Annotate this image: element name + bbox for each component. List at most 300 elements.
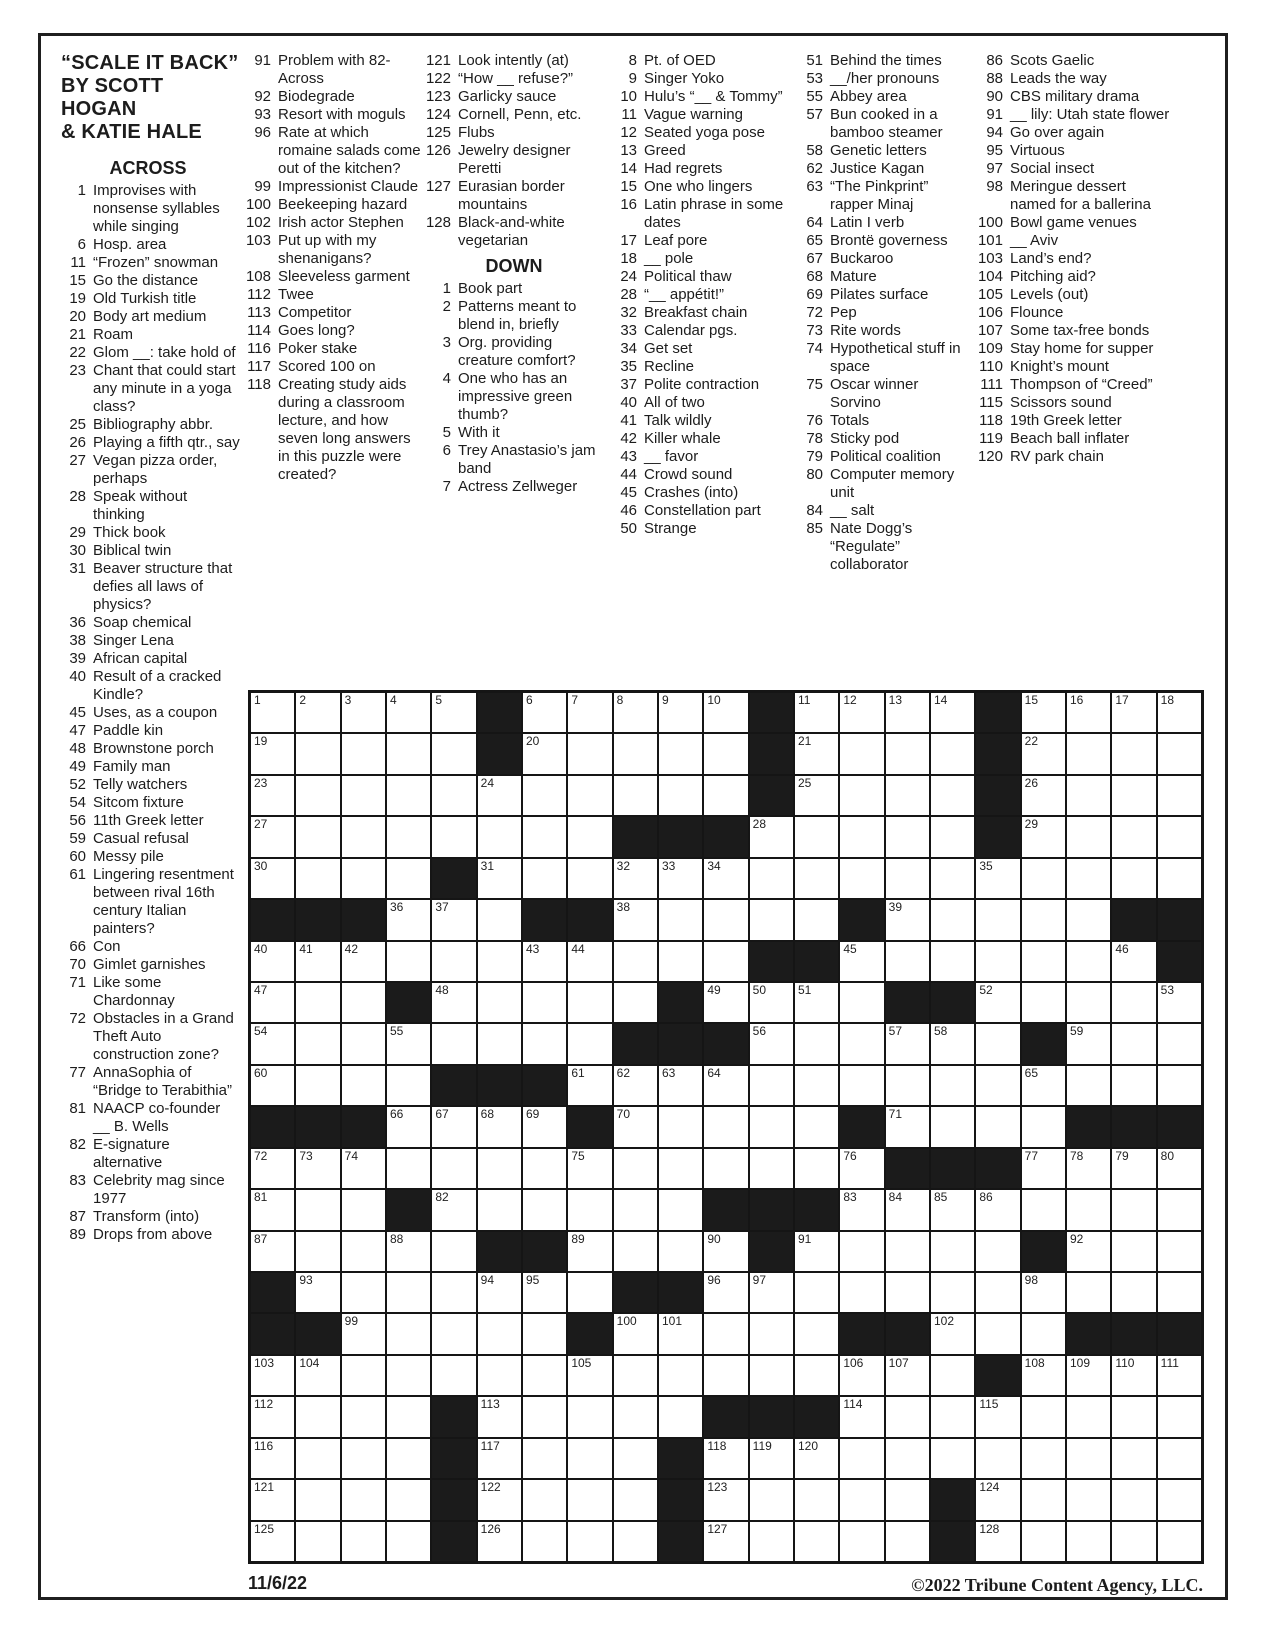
grid-cell-r5c17[interactable] [976, 859, 1019, 898]
grid-cell-r20c20[interactable] [1112, 1480, 1155, 1519]
grid-cell-r12c6[interactable] [478, 1149, 521, 1188]
grid-cell-r6c10[interactable] [659, 900, 702, 939]
grid-cell-r10c11[interactable] [704, 1066, 747, 1105]
grid-cell-r10c19[interactable] [1067, 1066, 1110, 1105]
grid-cell-r16c13[interactable] [795, 1314, 838, 1353]
grid-cell-r19c21[interactable] [1158, 1439, 1201, 1478]
grid-cell-r17c1[interactable] [251, 1356, 294, 1395]
grid-cell-r1c11[interactable] [704, 693, 747, 732]
grid-cell-r4c7[interactable] [523, 817, 566, 856]
grid-cell-r4c8[interactable] [568, 817, 611, 856]
grid-cell-r8c20[interactable] [1112, 983, 1155, 1022]
grid-cell-r11c12[interactable] [750, 1107, 793, 1146]
grid-cell-r20c4[interactable] [387, 1480, 430, 1519]
grid-cell-r21c4[interactable] [387, 1522, 430, 1561]
grid-cell-r3c21[interactable] [1158, 776, 1201, 815]
grid-cell-r14c8[interactable] [568, 1232, 611, 1271]
grid-cell-r15c7[interactable] [523, 1273, 566, 1312]
grid-cell-r7c9[interactable] [614, 942, 657, 981]
grid-cell-r4c16[interactable] [931, 817, 974, 856]
grid-cell-r17c20[interactable] [1112, 1356, 1155, 1395]
grid-cell-r6c19[interactable] [1067, 900, 1110, 939]
grid-cell-r18c16[interactable] [931, 1397, 974, 1436]
grid-cell-r21c17[interactable] [976, 1522, 1019, 1561]
grid-cell-r8c18[interactable] [1022, 983, 1065, 1022]
grid-cell-r15c14[interactable] [840, 1273, 883, 1312]
grid-cell-r3c4[interactable] [387, 776, 430, 815]
grid-cell-r5c3[interactable] [342, 859, 385, 898]
grid-cell-r3c2[interactable] [296, 776, 339, 815]
grid-cell-r20c15[interactable] [886, 1480, 929, 1519]
grid-cell-r13c21[interactable] [1158, 1190, 1201, 1229]
grid-cell-r13c17[interactable] [976, 1190, 1019, 1229]
grid-cell-r5c19[interactable] [1067, 859, 1110, 898]
grid-cell-r17c2[interactable] [296, 1356, 339, 1395]
grid-cell-r7c17[interactable] [976, 942, 1019, 981]
grid-cell-r2c19[interactable] [1067, 734, 1110, 773]
grid-cell-r10c8[interactable] [568, 1066, 611, 1105]
grid-cell-r12c8[interactable] [568, 1149, 611, 1188]
grid-cell-r2c16[interactable] [931, 734, 974, 773]
grid-cell-r9c13[interactable] [795, 1024, 838, 1063]
grid-cell-r17c14[interactable] [840, 1356, 883, 1395]
grid-cell-r15c6[interactable] [478, 1273, 521, 1312]
grid-cell-r9c5[interactable] [432, 1024, 475, 1063]
grid-cell-r13c20[interactable] [1112, 1190, 1155, 1229]
grid-cell-r19c19[interactable] [1067, 1439, 1110, 1478]
grid-cell-r3c16[interactable] [931, 776, 974, 815]
grid-cell-r21c12[interactable] [750, 1522, 793, 1561]
grid-cell-r13c7[interactable] [523, 1190, 566, 1229]
grid-cell-r17c5[interactable] [432, 1356, 475, 1395]
grid-cell-r18c9[interactable] [614, 1397, 657, 1436]
grid-cell-r17c7[interactable] [523, 1356, 566, 1395]
grid-cell-r19c20[interactable] [1112, 1439, 1155, 1478]
grid-cell-r14c10[interactable] [659, 1232, 702, 1271]
grid-cell-r16c4[interactable] [387, 1314, 430, 1353]
grid-cell-r20c12[interactable] [750, 1480, 793, 1519]
grid-cell-r1c3[interactable] [342, 693, 385, 732]
grid-cell-r15c13[interactable] [795, 1273, 838, 1312]
grid-cell-r3c20[interactable] [1112, 776, 1155, 815]
grid-cell-r19c15[interactable] [886, 1439, 929, 1478]
grid-cell-r12c11[interactable] [704, 1149, 747, 1188]
grid-cell-r2c7[interactable] [523, 734, 566, 773]
grid-cell-r3c1[interactable] [251, 776, 294, 815]
grid-cell-r6c4[interactable] [387, 900, 430, 939]
grid-cell-r2c2[interactable] [296, 734, 339, 773]
grid-cell-r20c8[interactable] [568, 1480, 611, 1519]
grid-cell-r17c13[interactable] [795, 1356, 838, 1395]
grid-cell-r5c13[interactable] [795, 859, 838, 898]
grid-cell-r13c16[interactable] [931, 1190, 974, 1229]
grid-cell-r10c18[interactable] [1022, 1066, 1065, 1105]
grid-cell-r3c8[interactable] [568, 776, 611, 815]
grid-cell-r12c1[interactable] [251, 1149, 294, 1188]
grid-cell-r15c11[interactable] [704, 1273, 747, 1312]
grid-cell-r14c13[interactable] [795, 1232, 838, 1271]
grid-cell-r20c1[interactable] [251, 1480, 294, 1519]
grid-cell-r4c2[interactable] [296, 817, 339, 856]
grid-cell-r18c10[interactable] [659, 1397, 702, 1436]
grid-cell-r20c2[interactable] [296, 1480, 339, 1519]
grid-cell-r8c21[interactable] [1158, 983, 1201, 1022]
grid-cell-r15c2[interactable] [296, 1273, 339, 1312]
grid-cell-r21c6[interactable] [478, 1522, 521, 1561]
grid-cell-r18c7[interactable] [523, 1397, 566, 1436]
grid-cell-r14c3[interactable] [342, 1232, 385, 1271]
grid-cell-r5c18[interactable] [1022, 859, 1065, 898]
grid-cell-r10c3[interactable] [342, 1066, 385, 1105]
grid-cell-r11c17[interactable] [976, 1107, 1019, 1146]
grid-cell-r21c8[interactable] [568, 1522, 611, 1561]
grid-cell-r9c20[interactable] [1112, 1024, 1155, 1063]
grid-cell-r11c5[interactable] [432, 1107, 475, 1146]
grid-cell-r14c14[interactable] [840, 1232, 883, 1271]
grid-cell-r5c7[interactable] [523, 859, 566, 898]
grid-cell-r3c15[interactable] [886, 776, 929, 815]
grid-cell-r8c7[interactable] [523, 983, 566, 1022]
grid-cell-r7c6[interactable] [478, 942, 521, 981]
grid-cell-r12c3[interactable] [342, 1149, 385, 1188]
grid-cell-r10c9[interactable] [614, 1066, 657, 1105]
grid-cell-r7c7[interactable] [523, 942, 566, 981]
grid-cell-r7c1[interactable] [251, 942, 294, 981]
grid-cell-r16c12[interactable] [750, 1314, 793, 1353]
grid-cell-r18c15[interactable] [886, 1397, 929, 1436]
grid-cell-r4c19[interactable] [1067, 817, 1110, 856]
grid-cell-r8c2[interactable] [296, 983, 339, 1022]
grid-cell-r20c7[interactable] [523, 1480, 566, 1519]
grid-cell-r21c19[interactable] [1067, 1522, 1110, 1561]
grid-cell-r17c18[interactable] [1022, 1356, 1065, 1395]
grid-cell-r16c10[interactable] [659, 1314, 702, 1353]
grid-cell-r9c1[interactable] [251, 1024, 294, 1063]
grid-cell-r19c18[interactable] [1022, 1439, 1065, 1478]
grid-cell-r19c2[interactable] [296, 1439, 339, 1478]
grid-cell-r9c4[interactable] [387, 1024, 430, 1063]
grid-cell-r12c4[interactable] [387, 1149, 430, 1188]
grid-cell-r12c21[interactable] [1158, 1149, 1201, 1188]
grid-cell-r3c7[interactable] [523, 776, 566, 815]
grid-cell-r14c21[interactable] [1158, 1232, 1201, 1271]
grid-cell-r10c2[interactable] [296, 1066, 339, 1105]
grid-cell-r21c13[interactable] [795, 1522, 838, 1561]
grid-cell-r11c9[interactable] [614, 1107, 657, 1146]
grid-cell-r7c5[interactable] [432, 942, 475, 981]
grid-cell-r10c4[interactable] [387, 1066, 430, 1105]
grid-cell-r21c2[interactable] [296, 1522, 339, 1561]
grid-cell-r11c4[interactable] [387, 1107, 430, 1146]
grid-cell-r6c16[interactable] [931, 900, 974, 939]
grid-cell-r15c12[interactable] [750, 1273, 793, 1312]
grid-cell-r3c18[interactable] [1022, 776, 1065, 815]
grid-cell-r12c13[interactable] [795, 1149, 838, 1188]
grid-cell-r20c17[interactable] [976, 1480, 1019, 1519]
grid-cell-r14c17[interactable] [976, 1232, 1019, 1271]
grid-cell-r4c3[interactable] [342, 817, 385, 856]
grid-cell-r15c4[interactable] [387, 1273, 430, 1312]
grid-cell-r20c19[interactable] [1067, 1480, 1110, 1519]
grid-cell-r4c18[interactable] [1022, 817, 1065, 856]
grid-cell-r11c11[interactable] [704, 1107, 747, 1146]
grid-cell-r1c18[interactable] [1022, 693, 1065, 732]
grid-cell-r9c12[interactable] [750, 1024, 793, 1063]
grid-cell-r18c19[interactable] [1067, 1397, 1110, 1436]
grid-cell-r21c1[interactable] [251, 1522, 294, 1561]
grid-cell-r16c17[interactable] [976, 1314, 1019, 1353]
grid-cell-r7c20[interactable] [1112, 942, 1155, 981]
grid-cell-r20c9[interactable] [614, 1480, 657, 1519]
grid-cell-r3c10[interactable] [659, 776, 702, 815]
grid-cell-r4c12[interactable] [750, 817, 793, 856]
grid-cell-r16c7[interactable] [523, 1314, 566, 1353]
grid-cell-r16c5[interactable] [432, 1314, 475, 1353]
grid-cell-r20c14[interactable] [840, 1480, 883, 1519]
grid-cell-r4c21[interactable] [1158, 817, 1201, 856]
grid-cell-r2c8[interactable] [568, 734, 611, 773]
grid-cell-r6c17[interactable] [976, 900, 1019, 939]
grid-cell-r13c19[interactable] [1067, 1190, 1110, 1229]
grid-cell-r20c6[interactable] [478, 1480, 521, 1519]
grid-cell-r11c7[interactable] [523, 1107, 566, 1146]
grid-cell-r1c20[interactable] [1112, 693, 1155, 732]
grid-cell-r14c19[interactable] [1067, 1232, 1110, 1271]
grid-cell-r6c18[interactable] [1022, 900, 1065, 939]
grid-cell-r1c16[interactable] [931, 693, 974, 732]
grid-cell-r2c11[interactable] [704, 734, 747, 773]
grid-cell-r14c4[interactable] [387, 1232, 430, 1271]
grid-cell-r17c4[interactable] [387, 1356, 430, 1395]
grid-cell-r1c10[interactable] [659, 693, 702, 732]
grid-cell-r3c14[interactable] [840, 776, 883, 815]
grid-cell-r17c16[interactable] [931, 1356, 974, 1395]
grid-cell-r6c13[interactable] [795, 900, 838, 939]
grid-cell-r18c3[interactable] [342, 1397, 385, 1436]
grid-cell-r13c15[interactable] [886, 1190, 929, 1229]
grid-cell-r18c14[interactable] [840, 1397, 883, 1436]
grid-cell-r12c12[interactable] [750, 1149, 793, 1188]
grid-cell-r3c11[interactable] [704, 776, 747, 815]
grid-cell-r13c1[interactable] [251, 1190, 294, 1229]
grid-cell-r15c8[interactable] [568, 1273, 611, 1312]
grid-cell-r7c19[interactable] [1067, 942, 1110, 981]
grid-cell-r15c20[interactable] [1112, 1273, 1155, 1312]
grid-cell-r17c21[interactable] [1158, 1356, 1201, 1395]
grid-cell-r9c21[interactable] [1158, 1024, 1201, 1063]
grid-cell-r17c10[interactable] [659, 1356, 702, 1395]
grid-cell-r19c7[interactable] [523, 1439, 566, 1478]
grid-cell-r13c14[interactable] [840, 1190, 883, 1229]
grid-cell-r4c6[interactable] [478, 817, 521, 856]
grid-cell-r5c15[interactable] [886, 859, 929, 898]
grid-cell-r5c21[interactable] [1158, 859, 1201, 898]
grid-cell-r8c3[interactable] [342, 983, 385, 1022]
grid-cell-r8c14[interactable] [840, 983, 883, 1022]
grid-cell-r8c11[interactable] [704, 983, 747, 1022]
grid-cell-r8c13[interactable] [795, 983, 838, 1022]
grid-cell-r7c8[interactable] [568, 942, 611, 981]
grid-cell-r21c21[interactable] [1158, 1522, 1201, 1561]
grid-cell-r17c11[interactable] [704, 1356, 747, 1395]
grid-cell-r4c5[interactable] [432, 817, 475, 856]
grid-cell-r17c8[interactable] [568, 1356, 611, 1395]
grid-cell-r10c12[interactable] [750, 1066, 793, 1105]
grid-cell-r3c6[interactable] [478, 776, 521, 815]
grid-cell-r21c7[interactable] [523, 1522, 566, 1561]
grid-cell-r14c11[interactable] [704, 1232, 747, 1271]
grid-cell-r2c10[interactable] [659, 734, 702, 773]
grid-cell-r5c4[interactable] [387, 859, 430, 898]
grid-cell-r16c6[interactable] [478, 1314, 521, 1353]
grid-cell-r10c15[interactable] [886, 1066, 929, 1105]
grid-cell-r6c5[interactable] [432, 900, 475, 939]
grid-cell-r10c17[interactable] [976, 1066, 1019, 1105]
grid-cell-r2c15[interactable] [886, 734, 929, 773]
grid-cell-r2c1[interactable] [251, 734, 294, 773]
grid-cell-r6c12[interactable] [750, 900, 793, 939]
grid-cell-r15c18[interactable] [1022, 1273, 1065, 1312]
grid-cell-r12c7[interactable] [523, 1149, 566, 1188]
grid-cell-r3c5[interactable] [432, 776, 475, 815]
grid-cell-r5c2[interactable] [296, 859, 339, 898]
grid-cell-r9c15[interactable] [886, 1024, 929, 1063]
grid-cell-r11c15[interactable] [886, 1107, 929, 1146]
grid-cell-r14c5[interactable] [432, 1232, 475, 1271]
grid-cell-r5c20[interactable] [1112, 859, 1155, 898]
grid-cell-r7c3[interactable] [342, 942, 385, 981]
grid-cell-r5c12[interactable] [750, 859, 793, 898]
grid-cell-r9c3[interactable] [342, 1024, 385, 1063]
grid-cell-r18c18[interactable] [1022, 1397, 1065, 1436]
grid-cell-r10c13[interactable] [795, 1066, 838, 1105]
grid-cell-r20c18[interactable] [1022, 1480, 1065, 1519]
grid-cell-r19c11[interactable] [704, 1439, 747, 1478]
grid-cell-r8c8[interactable] [568, 983, 611, 1022]
grid-cell-r1c2[interactable] [296, 693, 339, 732]
grid-cell-r10c16[interactable] [931, 1066, 974, 1105]
grid-cell-r12c19[interactable] [1067, 1149, 1110, 1188]
grid-cell-r8c9[interactable] [614, 983, 657, 1022]
grid-cell-r14c1[interactable] [251, 1232, 294, 1271]
grid-cell-r1c9[interactable] [614, 693, 657, 732]
grid-cell-r14c15[interactable] [886, 1232, 929, 1271]
grid-cell-r21c9[interactable] [614, 1522, 657, 1561]
grid-cell-r18c21[interactable] [1158, 1397, 1201, 1436]
grid-cell-r9c7[interactable] [523, 1024, 566, 1063]
grid-cell-r15c21[interactable] [1158, 1273, 1201, 1312]
grid-cell-r2c14[interactable] [840, 734, 883, 773]
grid-cell-r11c6[interactable] [478, 1107, 521, 1146]
grid-cell-r18c8[interactable] [568, 1397, 611, 1436]
grid-cell-r19c16[interactable] [931, 1439, 974, 1478]
grid-cell-r7c10[interactable] [659, 942, 702, 981]
grid-cell-r18c1[interactable] [251, 1397, 294, 1436]
grid-cell-r16c18[interactable] [1022, 1314, 1065, 1353]
grid-cell-r2c3[interactable] [342, 734, 385, 773]
grid-cell-r17c9[interactable] [614, 1356, 657, 1395]
grid-cell-r4c13[interactable] [795, 817, 838, 856]
grid-cell-r11c18[interactable] [1022, 1107, 1065, 1146]
grid-cell-r12c14[interactable] [840, 1149, 883, 1188]
grid-cell-r12c10[interactable] [659, 1149, 702, 1188]
grid-cell-r21c20[interactable] [1112, 1522, 1155, 1561]
grid-cell-r20c3[interactable] [342, 1480, 385, 1519]
grid-cell-r12c20[interactable] [1112, 1149, 1155, 1188]
grid-cell-r6c6[interactable] [478, 900, 521, 939]
grid-cell-r15c15[interactable] [886, 1273, 929, 1312]
grid-cell-r7c4[interactable] [387, 942, 430, 981]
grid-cell-r5c16[interactable] [931, 859, 974, 898]
grid-cell-r9c2[interactable] [296, 1024, 339, 1063]
grid-cell-r7c2[interactable] [296, 942, 339, 981]
grid-cell-r4c1[interactable] [251, 817, 294, 856]
grid-cell-r2c18[interactable] [1022, 734, 1065, 773]
grid-cell-r7c11[interactable] [704, 942, 747, 981]
grid-cell-r9c14[interactable] [840, 1024, 883, 1063]
grid-cell-r3c9[interactable] [614, 776, 657, 815]
grid-cell-r18c4[interactable] [387, 1397, 430, 1436]
grid-cell-r13c8[interactable] [568, 1190, 611, 1229]
grid-cell-r2c9[interactable] [614, 734, 657, 773]
grid-cell-r8c19[interactable] [1067, 983, 1110, 1022]
grid-cell-r10c14[interactable] [840, 1066, 883, 1105]
grid-cell-r14c9[interactable] [614, 1232, 657, 1271]
grid-cell-r2c20[interactable] [1112, 734, 1155, 773]
grid-cell-r18c2[interactable] [296, 1397, 339, 1436]
grid-cell-r16c9[interactable] [614, 1314, 657, 1353]
grid-cell-r7c15[interactable] [886, 942, 929, 981]
grid-cell-r1c21[interactable] [1158, 693, 1201, 732]
grid-cell-r18c20[interactable] [1112, 1397, 1155, 1436]
grid-cell-r5c10[interactable] [659, 859, 702, 898]
grid-cell-r11c13[interactable] [795, 1107, 838, 1146]
grid-cell-r1c8[interactable] [568, 693, 611, 732]
grid-cell-r19c8[interactable] [568, 1439, 611, 1478]
grid-cell-r5c1[interactable] [251, 859, 294, 898]
grid-cell-r9c17[interactable] [976, 1024, 1019, 1063]
grid-cell-r5c11[interactable] [704, 859, 747, 898]
grid-cell-r19c6[interactable] [478, 1439, 521, 1478]
grid-cell-r19c12[interactable] [750, 1439, 793, 1478]
grid-cell-r8c17[interactable] [976, 983, 1019, 1022]
grid-cell-r3c13[interactable] [795, 776, 838, 815]
grid-cell-r20c13[interactable] [795, 1480, 838, 1519]
grid-cell-r4c4[interactable] [387, 817, 430, 856]
grid-cell-r2c5[interactable] [432, 734, 475, 773]
grid-cell-r15c16[interactable] [931, 1273, 974, 1312]
grid-cell-r7c14[interactable] [840, 942, 883, 981]
grid-cell-r13c18[interactable] [1022, 1190, 1065, 1229]
grid-cell-r1c14[interactable] [840, 693, 883, 732]
grid-cell-r14c16[interactable] [931, 1232, 974, 1271]
grid-cell-r9c6[interactable] [478, 1024, 521, 1063]
grid-cell-r2c13[interactable] [795, 734, 838, 773]
grid-cell-r5c14[interactable] [840, 859, 883, 898]
grid-cell-r17c12[interactable] [750, 1356, 793, 1395]
grid-cell-r15c19[interactable] [1067, 1273, 1110, 1312]
grid-cell-r17c3[interactable] [342, 1356, 385, 1395]
grid-cell-r21c14[interactable] [840, 1522, 883, 1561]
grid-cell-r18c6[interactable] [478, 1397, 521, 1436]
grid-cell-r1c4[interactable] [387, 693, 430, 732]
grid-cell-r21c3[interactable] [342, 1522, 385, 1561]
grid-cell-r6c9[interactable] [614, 900, 657, 939]
grid-cell-r12c9[interactable] [614, 1149, 657, 1188]
grid-cell-r1c7[interactable] [523, 693, 566, 732]
grid-cell-r19c3[interactable] [342, 1439, 385, 1478]
grid-cell-r21c11[interactable] [704, 1522, 747, 1561]
